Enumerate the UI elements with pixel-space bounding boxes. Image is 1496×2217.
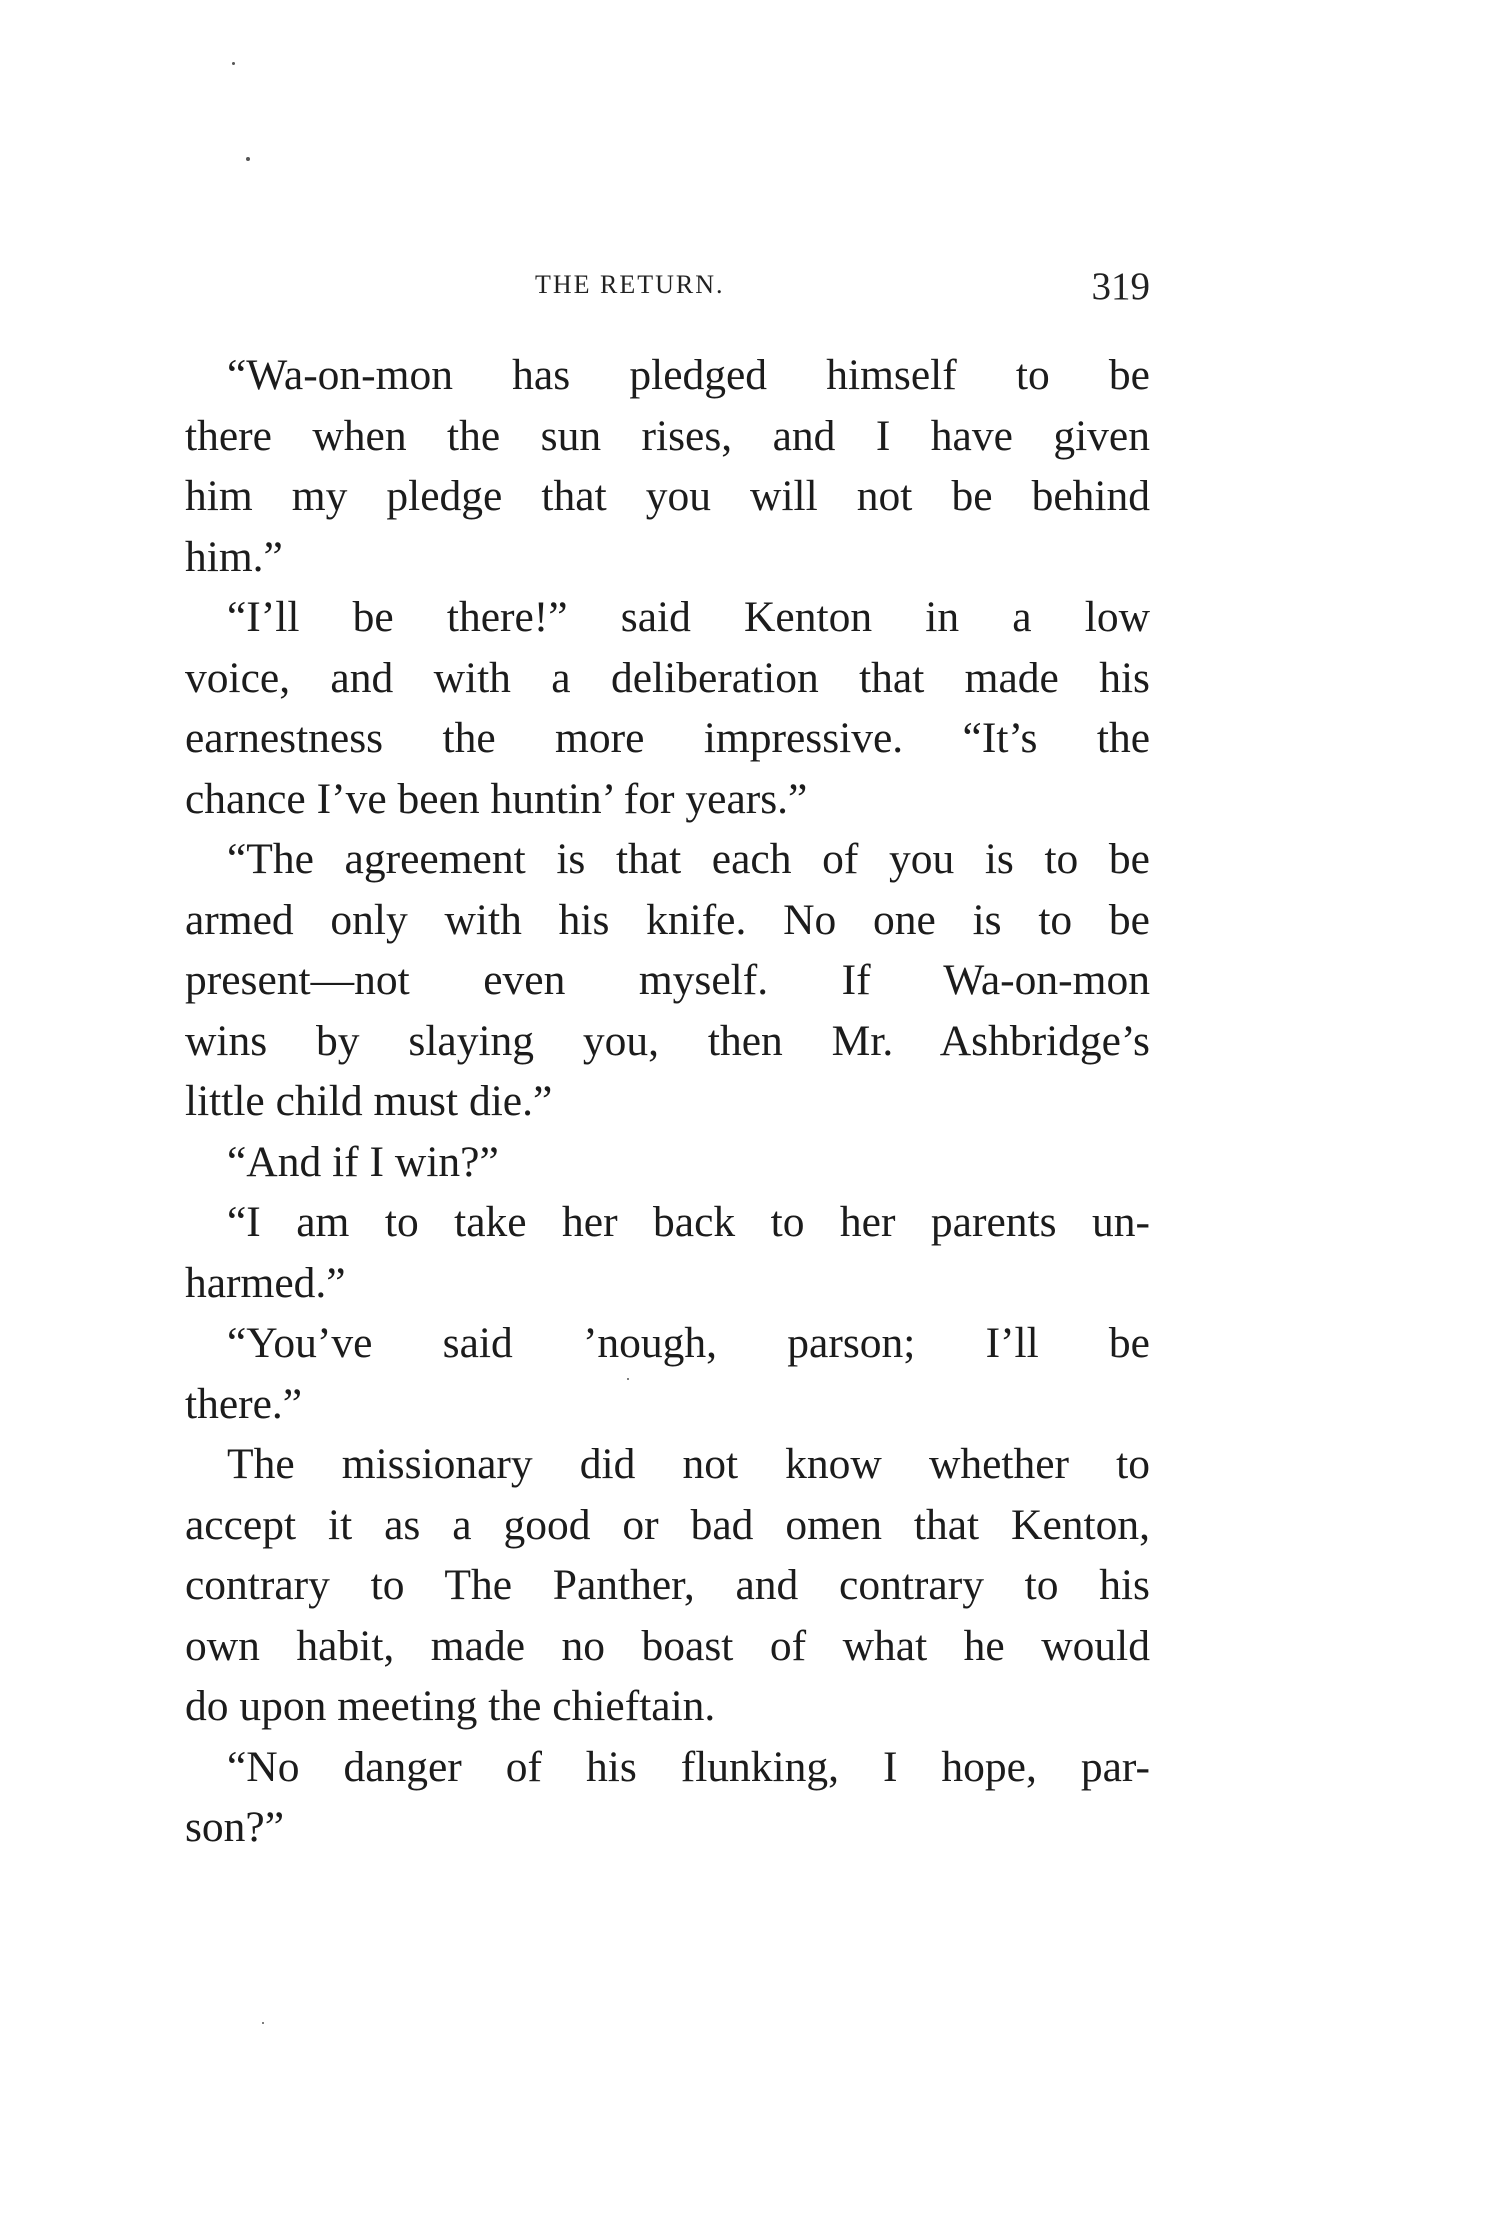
text-line: voice, and with a deliberation that made his: [185, 653, 1150, 702]
text-line: him my pledge that you will not be behind: [185, 472, 1150, 520]
paragraph: [185, 587, 1150, 829]
text-line: chance I’ve been huntin’ for years.”: [185, 774, 808, 823]
text-line: wins by slaying you, then Mr. Ashbridge’s: [185, 1016, 1150, 1065]
text-line: little child must die.”: [185, 1077, 553, 1125]
text-line: The missionary did not know whether to: [227, 1440, 1150, 1488]
paragraph: [185, 1737, 1150, 1858]
text-line: own habit, made no boast of what he would: [185, 1621, 1150, 1670]
body-text: [185, 345, 1150, 1858]
print-speck: [627, 1378, 629, 1380]
paragraph: [185, 829, 1150, 1132]
paragraph: [185, 345, 1150, 587]
text-line: him.”: [185, 532, 283, 581]
text-line: son?”: [185, 1803, 285, 1851]
text-line: “Wa-on-mon has pledged himself to be: [227, 351, 1150, 399]
text-line: there.”: [185, 1379, 303, 1428]
page-number: 319: [1091, 265, 1150, 308]
text-line: armed only with his knife. No one is to be: [185, 895, 1150, 944]
paragraph: [185, 1313, 1150, 1434]
paragraph: [185, 1132, 1150, 1193]
text-line: “And if I win?”: [227, 1137, 499, 1186]
text-line: accept it as a good or bad omen that Kenton,: [185, 1500, 1150, 1549]
text-line: contrary to The Panther, and contrary to his: [185, 1561, 1150, 1609]
text-line: do upon meeting the chieftain.: [185, 1682, 716, 1730]
text-line: “No danger of his flunking, I hope, par-: [227, 1742, 1150, 1791]
text-line: “I’ll be there!” said Kenton in a low: [227, 593, 1150, 641]
paragraph: [185, 1192, 1150, 1313]
print-speck: [262, 2022, 264, 2024]
text-line: harmed.”: [185, 1258, 346, 1307]
text-line: “I am to take her back to her parents un-: [227, 1198, 1150, 1246]
text-line: “You’ve said ’nough, parson; I’ll be: [227, 1319, 1150, 1367]
text-line: there when the sun rises, and I have given: [185, 411, 1150, 460]
page-header: [185, 264, 1150, 308]
paragraph: [185, 1434, 1150, 1737]
text-line: present—not even myself. If Wa-on-mon: [185, 956, 1150, 1004]
text-line: “The agreement is that each of you is to be: [227, 835, 1150, 883]
text-line: earnestness the more impressive. “It’s the: [185, 714, 1150, 762]
print-speck: [246, 157, 250, 161]
running-head: THE RETURN.: [535, 270, 725, 299]
print-speck: [232, 62, 235, 65]
